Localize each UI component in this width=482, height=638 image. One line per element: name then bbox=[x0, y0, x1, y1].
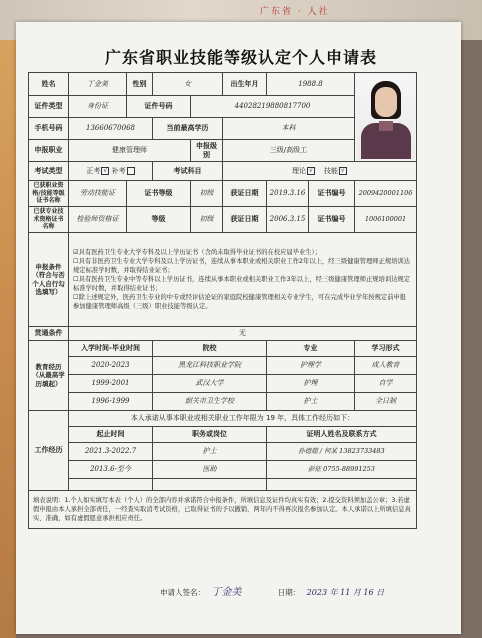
work-row-empty bbox=[267, 479, 417, 491]
edu-row-school: 武汉大学 bbox=[153, 375, 267, 393]
label-cert1: 已获职业资格/技能等级证书名称 bbox=[29, 181, 69, 207]
signature-value: 丁金美 bbox=[211, 587, 242, 598]
date-label: 日期： bbox=[277, 588, 301, 597]
edu-row-time: 1996-1999 bbox=[69, 393, 153, 411]
work-row-witness: 孙德超 / 何某 13823733483 bbox=[267, 443, 417, 461]
work-row-time: 2021.3-2022.7 bbox=[69, 443, 153, 461]
edu-row-major: 护理学 bbox=[267, 357, 355, 375]
date-value: 2023 年 11 月 16 日 bbox=[306, 588, 385, 597]
value-cert2-name: 检验师资格证 bbox=[69, 207, 127, 233]
label-conditions: 申报条件（符合与否个人自行勾选填写） bbox=[29, 233, 69, 327]
value-cert1-no: 2009420001106 bbox=[355, 181, 417, 207]
edu-row-major: 护士 bbox=[267, 393, 355, 411]
edu-row-form: 全日制 bbox=[355, 393, 417, 411]
application-form-table bbox=[28, 72, 417, 529]
label-birth: 出生年月 bbox=[223, 73, 267, 96]
condition-item[interactable]: ☑具有医药卫生专业大学专科及以上学历证书（含尚未取得毕业证书的在校应届毕业生）； bbox=[73, 248, 322, 256]
header-witness: 证明人姓名及联系方式 bbox=[267, 427, 417, 443]
label-education-history: 教育经历（从最高学历填起） bbox=[29, 341, 69, 411]
label-cert2: 已获专业技术资格证书名称 bbox=[29, 207, 69, 233]
label-cert-no: 证书编号 bbox=[309, 181, 355, 207]
header-major: 专业 bbox=[267, 341, 355, 357]
label-phone: 手机号码 bbox=[29, 118, 69, 140]
label-obtain-date: 获证日期 bbox=[223, 181, 267, 207]
header-work-time: 起止时间 bbox=[69, 427, 153, 443]
value-cert1-level: 初级 bbox=[191, 181, 223, 207]
value-education: 本科 bbox=[223, 118, 355, 140]
value-cert2-level: 初级 bbox=[191, 207, 223, 233]
label-education: 当前最高学历 bbox=[153, 118, 223, 140]
poster-text: 广东省 · 人社 bbox=[260, 7, 330, 17]
label-gender: 性别 bbox=[127, 73, 153, 96]
value-cert1-name: 劳动技能证 bbox=[69, 181, 127, 207]
exam-type-options: 正考 √ 补考 bbox=[69, 162, 153, 181]
label-exam-type: 考试类型 bbox=[29, 162, 69, 181]
value-cert2-date: 2006.3.15 bbox=[267, 207, 309, 233]
header-study-form: 学习形式 bbox=[355, 341, 417, 357]
exam-subject-options: 理论 √ 技能 √ bbox=[223, 162, 417, 181]
value-id-type: 身份证 bbox=[69, 96, 127, 118]
conditions-list bbox=[69, 233, 417, 327]
form-note: 填表说明：1.个人如实填写本表（个人）的全部内容并承诺符合申报条件，所填信息及证件均真实有效；2.提交资料须加盖公章；3.若虚假申报由本人承担全部责任，一经查实取消考试资格，已取得证书的予以撤销，两年内不得再次报名参加认定。本人承诺以上所填信息真实、准确，如有虚假愿意承担相应责任。 bbox=[29, 491, 417, 529]
edu-row-time: 1999-2001 bbox=[69, 375, 153, 393]
label-obtain-date-2: 获证日期 bbox=[223, 207, 267, 233]
condition-item[interactable]: ☐除上述规定外，医药卫生专业的中专或经评估论证的家庭院校健康管理相关专业学生，可在完成毕业学年按规定前申报参加健康管理师高级（三级）职业技能等级认定。 bbox=[73, 294, 407, 311]
header-edu-time: 入学时间-毕业时间 bbox=[69, 341, 153, 357]
work-intro: 本人承诺从事本职业或相关职业工作年限为 19 年，具体工作经历如下： bbox=[69, 411, 417, 427]
value-certify: 无 bbox=[69, 327, 417, 341]
signature-footer bbox=[160, 583, 388, 598]
header-school: 院校 bbox=[153, 341, 267, 357]
checkbox-skill[interactable]: √ bbox=[339, 167, 347, 175]
condition-item[interactable]: ☐具有医药卫生专业中等专科以上学历证书，连续从事本职业或相关职业工作3年以上，经三级健康管理师正规培训达规定标准学时数，并取得结业证书； bbox=[73, 275, 411, 293]
checkbox-exam-new[interactable]: √ bbox=[101, 167, 109, 175]
label-cert-level: 证书等级 bbox=[127, 181, 191, 207]
signature-label: 申请人签名： bbox=[160, 588, 205, 597]
background-folder bbox=[0, 40, 16, 638]
edu-row-major: 护理 bbox=[267, 375, 355, 393]
work-row-job: 护士 bbox=[153, 443, 267, 461]
value-name: 丁金美 bbox=[69, 73, 127, 96]
checkbox-theory[interactable]: √ bbox=[307, 167, 315, 175]
edu-row-form: 自学 bbox=[355, 375, 417, 393]
label-exam-subject: 考试科目 bbox=[153, 162, 223, 181]
value-cert1-date: 2019.3.16 bbox=[267, 181, 309, 207]
label-level2: 等级 bbox=[127, 207, 191, 233]
form-title: 广东省职业技能等级认定个人申请表 bbox=[104, 48, 377, 67]
work-row-time: 2013.6-至今 bbox=[69, 461, 153, 479]
condition-item[interactable]: ☐具有非医药卫生专业大学专科及以上学历证书，连续从事本职业或相关职业工作2年以上，经三级健康管理师正规培训达规定标准学时数，并取得结业证书； bbox=[73, 257, 411, 274]
label-occupation: 申报职业 bbox=[29, 140, 69, 162]
work-row-witness: 彭征 0755-88991253 bbox=[267, 461, 417, 479]
value-level: 三级/高级工 bbox=[223, 140, 355, 162]
label-id-no: 证件号码 bbox=[127, 96, 191, 118]
edu-row-school: 韶关市卫生学校 bbox=[153, 393, 267, 411]
label-id-type: 证件类型 bbox=[29, 96, 69, 118]
label-certify: 贯通条件 bbox=[29, 327, 69, 341]
label-work-history: 工作经历 bbox=[29, 411, 69, 491]
work-row-empty bbox=[69, 479, 153, 491]
applicant-photo bbox=[357, 75, 415, 159]
label-level: 申报级别 bbox=[191, 140, 223, 162]
value-phone: 13660670068 bbox=[69, 118, 153, 140]
edu-row-form: 成人教育 bbox=[355, 357, 417, 375]
value-birth: 1988.8 bbox=[267, 73, 355, 96]
value-id-no: 44028219880817700 bbox=[191, 96, 355, 118]
label-cert-no-2: 证书编号 bbox=[309, 207, 355, 233]
header-job: 职务或岗位 bbox=[153, 427, 267, 443]
value-occupation: 健康管理师 bbox=[69, 140, 191, 162]
value-cert2-no: 1006100001 bbox=[355, 207, 417, 233]
work-row-empty bbox=[153, 479, 267, 491]
work-row-job: 医助 bbox=[153, 461, 267, 479]
checkbox-exam-makeup[interactable] bbox=[127, 167, 135, 175]
value-gender: 女 bbox=[153, 73, 223, 96]
edu-row-time: 2020-2023 bbox=[69, 357, 153, 375]
label-name: 姓名 bbox=[29, 73, 69, 96]
edu-row-school: 黑龙江科技职业学院 bbox=[153, 357, 267, 375]
photo-cell bbox=[355, 73, 417, 162]
